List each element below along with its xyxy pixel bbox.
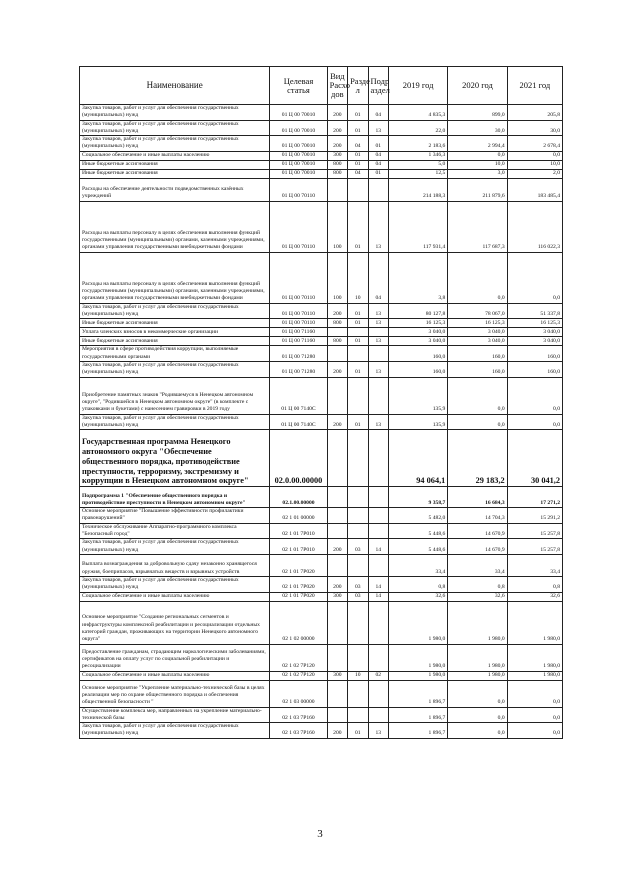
row-value-2019: 160,0 (388, 361, 447, 377)
row-expense-type (327, 487, 347, 508)
row-value-2021: 2,0 (507, 169, 562, 178)
row-value-2019: 16 125,3 (388, 319, 447, 328)
row-value-2020: 14 704,3 (448, 508, 507, 524)
row-value-2019: 135,9 (388, 377, 447, 414)
row-subsection: 01 (368, 169, 388, 178)
row-section (348, 430, 368, 487)
header-year-2021: 2021 год (507, 67, 562, 105)
row-expense-type (327, 346, 347, 362)
row-section (348, 680, 368, 707)
row-value-2020: 0,0 (448, 252, 507, 303)
row-value-2021: 205,8 (507, 105, 562, 121)
row-value-2020: 0,0 (448, 377, 507, 414)
row-target-article: 02.0.00.00000 (270, 430, 327, 487)
table-row (80, 377, 563, 414)
row-value-2021: 0,8 (507, 576, 562, 592)
row-section (348, 328, 368, 337)
row-subsection: 13 (368, 361, 388, 377)
row-value-2020: 211 879,6 (448, 178, 507, 201)
row-value-2020: 1 980,0 (448, 671, 507, 680)
row-section: 01 (348, 337, 368, 346)
row-value-2021: 1 980,0 (507, 644, 562, 671)
row-section: 01 (348, 361, 368, 377)
row-expense-type (327, 707, 347, 723)
table-row (80, 361, 563, 377)
row-target-article: 02 1 03 7Р160 (270, 723, 327, 739)
row-value-2019: 32,6 (388, 592, 447, 601)
row-value-2021: 183 485,4 (507, 178, 562, 201)
table-row (80, 303, 563, 319)
row-name: Социальное обеспечение и иные выплаты населению (80, 151, 270, 160)
row-name: Предоставление гражданам, страдающим наркологическими заболеваниями, сертификатов на оплату услуг по социальной реабилитации и ресоциализации (80, 644, 270, 671)
header-expense-type: Вид Расхо дов (327, 67, 347, 105)
row-subsection (368, 346, 388, 362)
row-section (348, 601, 368, 644)
row-subsection (368, 523, 388, 539)
row-value-2019: 9 358,7 (388, 487, 447, 508)
row-section (348, 178, 368, 201)
row-value-2019: 3 040,0 (388, 337, 447, 346)
row-value-2019: 1 980,0 (388, 644, 447, 671)
row-expense-type (327, 523, 347, 539)
row-value-2020: 33,4 (448, 554, 507, 576)
row-name: Закупка товаров, работ и услуг для обеспечения государственных (муниципальных) нужд (80, 414, 270, 430)
row-section: 03 (348, 592, 368, 601)
row-target-article: 02.1.00.00000 (270, 487, 327, 508)
row-name: Иные бюджетные ассигнования (80, 319, 270, 328)
row-section: 01 (348, 151, 368, 160)
header-year-2019: 2019 год (388, 67, 447, 105)
row-expense-type: 200 (327, 361, 347, 377)
row-name: Социальное обеспечение и иные выплаты населению (80, 592, 270, 601)
row-value-2021: 15 257,8 (507, 523, 562, 539)
row-section (348, 707, 368, 723)
row-value-2021: 51 337,8 (507, 303, 562, 319)
row-value-2020: 160,0 (448, 361, 507, 377)
row-value-2019: 5 482,0 (388, 508, 447, 524)
row-section: 01 (348, 414, 368, 430)
row-value-2021: 15 291,2 (507, 508, 562, 524)
row-section: 01 (348, 201, 368, 252)
row-target-article: 02 1 03 00000 (270, 680, 327, 707)
row-name: Закупка товаров, работ и услуг для обеспечения государственных (муниципальных) нужд (80, 303, 270, 319)
row-section: 01 (348, 319, 368, 328)
row-value-2019: 1 896,7 (388, 707, 447, 723)
row-value-2020: 117 687,3 (448, 201, 507, 252)
row-value-2019: 22,0 (388, 120, 447, 136)
row-expense-type: 100 (327, 252, 347, 303)
table-row (80, 554, 563, 576)
row-subsection: 01 (368, 136, 388, 152)
row-subsection (368, 707, 388, 723)
row-subsection: 02 (368, 671, 388, 680)
row-value-2020: 0,0 (448, 680, 507, 707)
row-value-2020: 3 040,0 (448, 337, 507, 346)
row-value-2021: 3 040,0 (507, 337, 562, 346)
row-expense-type: 800 (327, 160, 347, 169)
row-section: 01 (348, 723, 368, 739)
row-value-2021: 0,0 (507, 723, 562, 739)
table-row (80, 680, 563, 707)
row-expense-type: 200 (327, 303, 347, 319)
row-value-2021: 0,0 (507, 414, 562, 430)
row-expense-type (327, 508, 347, 524)
row-value-2020: 14 670,9 (448, 523, 507, 539)
table-row (80, 160, 563, 169)
row-subsection: 04 (368, 160, 388, 169)
row-target-article: 01 Ц 00 70010 (270, 169, 327, 178)
row-value-2020: 16 684,3 (448, 487, 507, 508)
row-subsection (368, 328, 388, 337)
row-value-2020: 0,0 (448, 707, 507, 723)
table-row (80, 414, 563, 430)
row-target-article: 02 1 02 00000 (270, 601, 327, 644)
row-value-2019: 4 835,3 (388, 105, 447, 121)
row-subsection: 13 (368, 303, 388, 319)
table-row (80, 592, 563, 601)
row-section: 04 (348, 136, 368, 152)
row-expense-type (327, 328, 347, 337)
row-name: Подпрограмма 1 "Обеспечение общественного порядка и противодействие преступности в Ненецком автономном округе" (80, 487, 270, 508)
row-name: Расходы на выплаты персоналу в целях обеспечения выполнения функций государственными (муниципальными) органами, казенными учреждениями, органами управления государственными внебюджетными фондами (80, 252, 270, 303)
row-value-2019: 5 448,6 (388, 523, 447, 539)
row-value-2021: 10,0 (507, 160, 562, 169)
row-value-2019: 214 188,3 (388, 178, 447, 201)
row-value-2021: 160,0 (507, 346, 562, 362)
row-value-2019: 0,8 (388, 576, 447, 592)
row-target-article: 01 Ц 00 7140С (270, 377, 327, 414)
row-value-2021: 33,4 (507, 554, 562, 576)
row-section (348, 377, 368, 414)
row-target-article: 01 Ц 00 70010 (270, 151, 327, 160)
row-name: Закупка товаров, работ и услуг для обеспечения государственных (муниципальных) нужд (80, 361, 270, 377)
row-name: Закупка товаров, работ и услуг для обеспечения государственных (муниципальных) нужд (80, 105, 270, 121)
row-subsection: 04 (368, 252, 388, 303)
budget-table-container (79, 66, 563, 739)
row-expense-type (327, 178, 347, 201)
row-value-2019: 135,9 (388, 414, 447, 430)
row-expense-type: 100 (327, 201, 347, 252)
row-section (348, 523, 368, 539)
table-row (80, 346, 563, 362)
row-name: Уплата членских взносов в некоммерческие организации (80, 328, 270, 337)
row-value-2020: 899,0 (448, 105, 507, 121)
table-row (80, 252, 563, 303)
row-value-2020: 0,0 (448, 151, 507, 160)
table-row (80, 169, 563, 178)
row-target-article: 02 1 02 7Р120 (270, 644, 327, 671)
table-row (80, 508, 563, 524)
row-subsection (368, 680, 388, 707)
row-value-2021: 0,0 (507, 680, 562, 707)
row-subsection (368, 644, 388, 671)
row-value-2020: 1 980,0 (448, 601, 507, 644)
row-value-2020: 0,0 (448, 723, 507, 739)
row-name: Закупка товаров, работ и услуг для обеспечения государственных (муниципальных) нужд (80, 723, 270, 739)
row-target-article: 01 Ц 00 70110 (270, 178, 327, 201)
row-value-2019: 1 896,7 (388, 723, 447, 739)
row-subsection: 04 (368, 105, 388, 121)
row-target-article: 01 Ц 00 71160 (270, 328, 327, 337)
row-value-2020: 1 980,0 (448, 644, 507, 671)
table-row (80, 644, 563, 671)
table-row (80, 576, 563, 592)
header-name: Наименование (80, 67, 270, 105)
table-row (80, 151, 563, 160)
row-name: Закупка товаров, работ и услуг для обеспечения государственных (муниципальных) нужд (80, 136, 270, 152)
row-target-article: 01 Ц 00 71280 (270, 346, 327, 362)
row-value-2019: 1 346,3 (388, 151, 447, 160)
row-subsection: 13 (368, 414, 388, 430)
row-name: Социальное обеспечение и иные выплаты населению (80, 671, 270, 680)
row-section: 10 (348, 671, 368, 680)
row-value-2019: 5 448,6 (388, 539, 447, 555)
row-expense-type: 200 (327, 136, 347, 152)
row-value-2019: 33,4 (388, 554, 447, 576)
row-subsection (368, 508, 388, 524)
row-value-2019: 160,0 (388, 346, 447, 362)
row-value-2020: 0,8 (448, 576, 507, 592)
table-row (80, 430, 563, 487)
row-value-2020: 78 067,0 (448, 303, 507, 319)
row-expense-type (327, 680, 347, 707)
row-value-2021: 1 980,0 (507, 601, 562, 644)
row-target-article: 02 1 01 7Р020 (270, 576, 327, 592)
row-name: Основное мероприятие "Создание региональных сегментов и инфраструктуры комплексной реабилитации и ресоциализации отдельных категорий граждан, проживающих на территории Ненецкого автономного округа" (80, 601, 270, 644)
row-value-2019: 94 064,1 (388, 430, 447, 487)
row-value-2020: 3 040,0 (448, 328, 507, 337)
row-name: Приобретение памятных знаков "Родившемуся в Ненецком автономном округе", "Родившейся в Ненецком автономном округе" (в комплекте с упаковками и букетами) с нанесением гравировки в 2019 году (80, 377, 270, 414)
row-value-2020: 0,0 (448, 414, 507, 430)
row-expense-type: 300 (327, 671, 347, 680)
budget-table (79, 66, 563, 739)
table-row (80, 723, 563, 739)
row-value-2019: 1 980,0 (388, 601, 447, 644)
row-name: Закупка товаров, работ и услуг для обеспечения государственных (муниципальных) нужд (80, 539, 270, 555)
row-subsection (368, 430, 388, 487)
row-section (348, 487, 368, 508)
row-section: 01 (348, 120, 368, 136)
row-name: Основное мероприятие "Укрепление материально-технической базы в целях реализации мер по охране общественного порядка и обеспечения общественной безопасности " (80, 680, 270, 707)
row-expense-type: 300 (327, 592, 347, 601)
row-value-2019: 3 040,0 (388, 328, 447, 337)
row-expense-type: 200 (327, 120, 347, 136)
row-target-article: 02 1 01 00000 (270, 508, 327, 524)
row-section: 04 (348, 169, 368, 178)
row-subsection: 13 (368, 337, 388, 346)
page-number: 3 (317, 828, 323, 840)
row-expense-type: 800 (327, 337, 347, 346)
row-value-2020: 2 994,4 (448, 136, 507, 152)
row-value-2021: 1 980,0 (507, 671, 562, 680)
row-value-2021: 15 257,8 (507, 539, 562, 555)
row-section: 03 (348, 576, 368, 592)
row-subsection: 14 (368, 576, 388, 592)
row-name: Основное мероприятие "Повышение эффективности профилактики правонарушений" (80, 508, 270, 524)
row-section: 10 (348, 252, 368, 303)
table-row (80, 707, 563, 723)
row-target-article: 01 Ц 00 70010 (270, 160, 327, 169)
row-section: 01 (348, 303, 368, 319)
table-header-row (80, 67, 563, 105)
row-value-2021: 16 125,3 (507, 319, 562, 328)
row-value-2021: 17 271,2 (507, 487, 562, 508)
row-expense-type (327, 644, 347, 671)
row-expense-type: 200 (327, 576, 347, 592)
row-subsection (368, 601, 388, 644)
row-value-2020: 14 670,9 (448, 539, 507, 555)
row-name: Расходы на выплаты персоналу в целях обеспечения выполнения функций государственными (муниципальными) органами, казенными учреждениями, органами управления государственными внебюджетными фондами (80, 201, 270, 252)
table-row (80, 671, 563, 680)
row-value-2021: 0,0 (507, 707, 562, 723)
row-name: Осуществление комплекса мер, направленных на укрепление материально-технической базы (80, 707, 270, 723)
row-target-article: 01 Ц 00 71280 (270, 361, 327, 377)
row-value-2020: 16 125,3 (448, 319, 507, 328)
row-target-article: 02 1 01 7Р020 (270, 592, 327, 601)
row-target-article: 01 Ц 00 70010 (270, 120, 327, 136)
row-value-2021: 0,0 (507, 252, 562, 303)
row-value-2019: 80 127,8 (388, 303, 447, 319)
row-section (348, 644, 368, 671)
row-expense-type (327, 554, 347, 576)
row-value-2021: 30,0 (507, 120, 562, 136)
row-target-article: 01 Ц 00 70110 (270, 303, 327, 319)
row-section: 01 (348, 105, 368, 121)
row-target-article: 02 1 01 7Р010 (270, 539, 327, 555)
table-row (80, 328, 563, 337)
row-subsection: 14 (368, 592, 388, 601)
row-value-2021: 2 678,4 (507, 136, 562, 152)
row-subsection (368, 377, 388, 414)
row-value-2021: 32,6 (507, 592, 562, 601)
row-value-2021: 116 022,3 (507, 201, 562, 252)
row-value-2019: 2 183,6 (388, 136, 447, 152)
row-name: Иные бюджетные ассигнования (80, 160, 270, 169)
row-target-article: 01 Ц 00 70010 (270, 105, 327, 121)
row-value-2020: 30,0 (448, 120, 507, 136)
row-section (348, 554, 368, 576)
row-subsection: 13 (368, 120, 388, 136)
row-target-article: 01 Ц 00 70110 (270, 319, 327, 328)
row-name: Выплата вознаграждения за добровольную сдачу незаконно хранящегося оружия, боеприпасов, взрывчатых веществ и взрывных устройств (80, 554, 270, 576)
table-row (80, 136, 563, 152)
row-section (348, 346, 368, 362)
row-target-article: 01 Ц 00 70010 (270, 136, 327, 152)
row-subsection: 13 (368, 723, 388, 739)
table-row (80, 120, 563, 136)
table-row (80, 337, 563, 346)
row-subsection (368, 554, 388, 576)
row-value-2020: 10,0 (448, 160, 507, 169)
row-target-article: 01 Ц 00 71160 (270, 337, 327, 346)
row-value-2021: 30 041,2 (507, 430, 562, 487)
row-target-article: 01 Ц 00 7140С (270, 414, 327, 430)
row-expense-type (327, 377, 347, 414)
row-value-2020: 32,6 (448, 592, 507, 601)
header-subsection: Подр аздел (368, 67, 388, 105)
table-row (80, 539, 563, 555)
row-expense-type: 300 (327, 151, 347, 160)
row-name: Государственная программа Ненецкого автономного округа "Обеспечение общественного порядка, противодействие преступности, терроризму, экстремизму и коррупции в Ненецком автономном округе" (80, 430, 270, 487)
row-expense-type: 800 (327, 169, 347, 178)
row-section (348, 508, 368, 524)
row-value-2019: 5,0 (388, 160, 447, 169)
row-value-2019: 1 980,0 (388, 671, 447, 680)
row-expense-type: 200 (327, 414, 347, 430)
row-target-article: 02 1 03 7Р160 (270, 707, 327, 723)
row-target-article: 01 Ц 00 70110 (270, 252, 327, 303)
row-subsection: 13 (368, 319, 388, 328)
row-value-2021: 0,0 (507, 377, 562, 414)
row-value-2019: 1 896,7 (388, 680, 447, 707)
row-name: Мероприятия в сфере противодействия коррупции, выполняемые государственными органами (80, 346, 270, 362)
row-target-article: 02 1 01 7Р020 (270, 554, 327, 576)
row-value-2020: 29 183,2 (448, 430, 507, 487)
header-section: Разде л (348, 67, 368, 105)
row-target-article: 02 1 01 7Р010 (270, 523, 327, 539)
row-name: Техническое обслуживание Аппаратно-программного комплекса "Безопасный город" (80, 523, 270, 539)
row-value-2021: 3 040,0 (507, 328, 562, 337)
table-row (80, 105, 563, 121)
table-row (80, 487, 563, 508)
row-name: Закупка товаров, работ и услуг для обеспечения государственных (муниципальных) нужд (80, 576, 270, 592)
row-target-article: 01 Ц 00 70110 (270, 201, 327, 252)
row-value-2021: 0,0 (507, 151, 562, 160)
table-row (80, 601, 563, 644)
row-name: Закупка товаров, работ и услуг для обеспечения государственных (муниципальных) нужд (80, 120, 270, 136)
row-value-2020: 160,0 (448, 346, 507, 362)
row-name: Иные бюджетные ассигнования (80, 169, 270, 178)
row-expense-type: 200 (327, 105, 347, 121)
row-value-2021: 160,0 (507, 361, 562, 377)
row-value-2020: 3,0 (448, 169, 507, 178)
row-value-2019: 117 931,4 (388, 201, 447, 252)
table-row (80, 523, 563, 539)
row-subsection: 14 (368, 539, 388, 555)
row-expense-type (327, 430, 347, 487)
row-section: 01 (348, 160, 368, 169)
row-section: 03 (348, 539, 368, 555)
row-expense-type: 200 (327, 723, 347, 739)
header-year-2020: 2020 год (448, 67, 507, 105)
table-row (80, 319, 563, 328)
row-expense-type: 800 (327, 319, 347, 328)
row-name: Расходы на обеспечение деятельности подведомственных казённых учреждений (80, 178, 270, 201)
row-value-2019: 12,5 (388, 169, 447, 178)
row-name: Иные бюджетные ассигнования (80, 337, 270, 346)
row-subsection (368, 178, 388, 201)
row-target-article: 02 1 02 7Р120 (270, 671, 327, 680)
row-subsection: 13 (368, 201, 388, 252)
row-expense-type (327, 601, 347, 644)
header-target-article: Целевая статья (270, 67, 327, 105)
row-subsection (368, 487, 388, 508)
table-row (80, 178, 563, 201)
table-row (80, 201, 563, 252)
row-expense-type: 200 (327, 539, 347, 555)
row-subsection: 04 (368, 151, 388, 160)
row-value-2019: 3,8 (388, 252, 447, 303)
